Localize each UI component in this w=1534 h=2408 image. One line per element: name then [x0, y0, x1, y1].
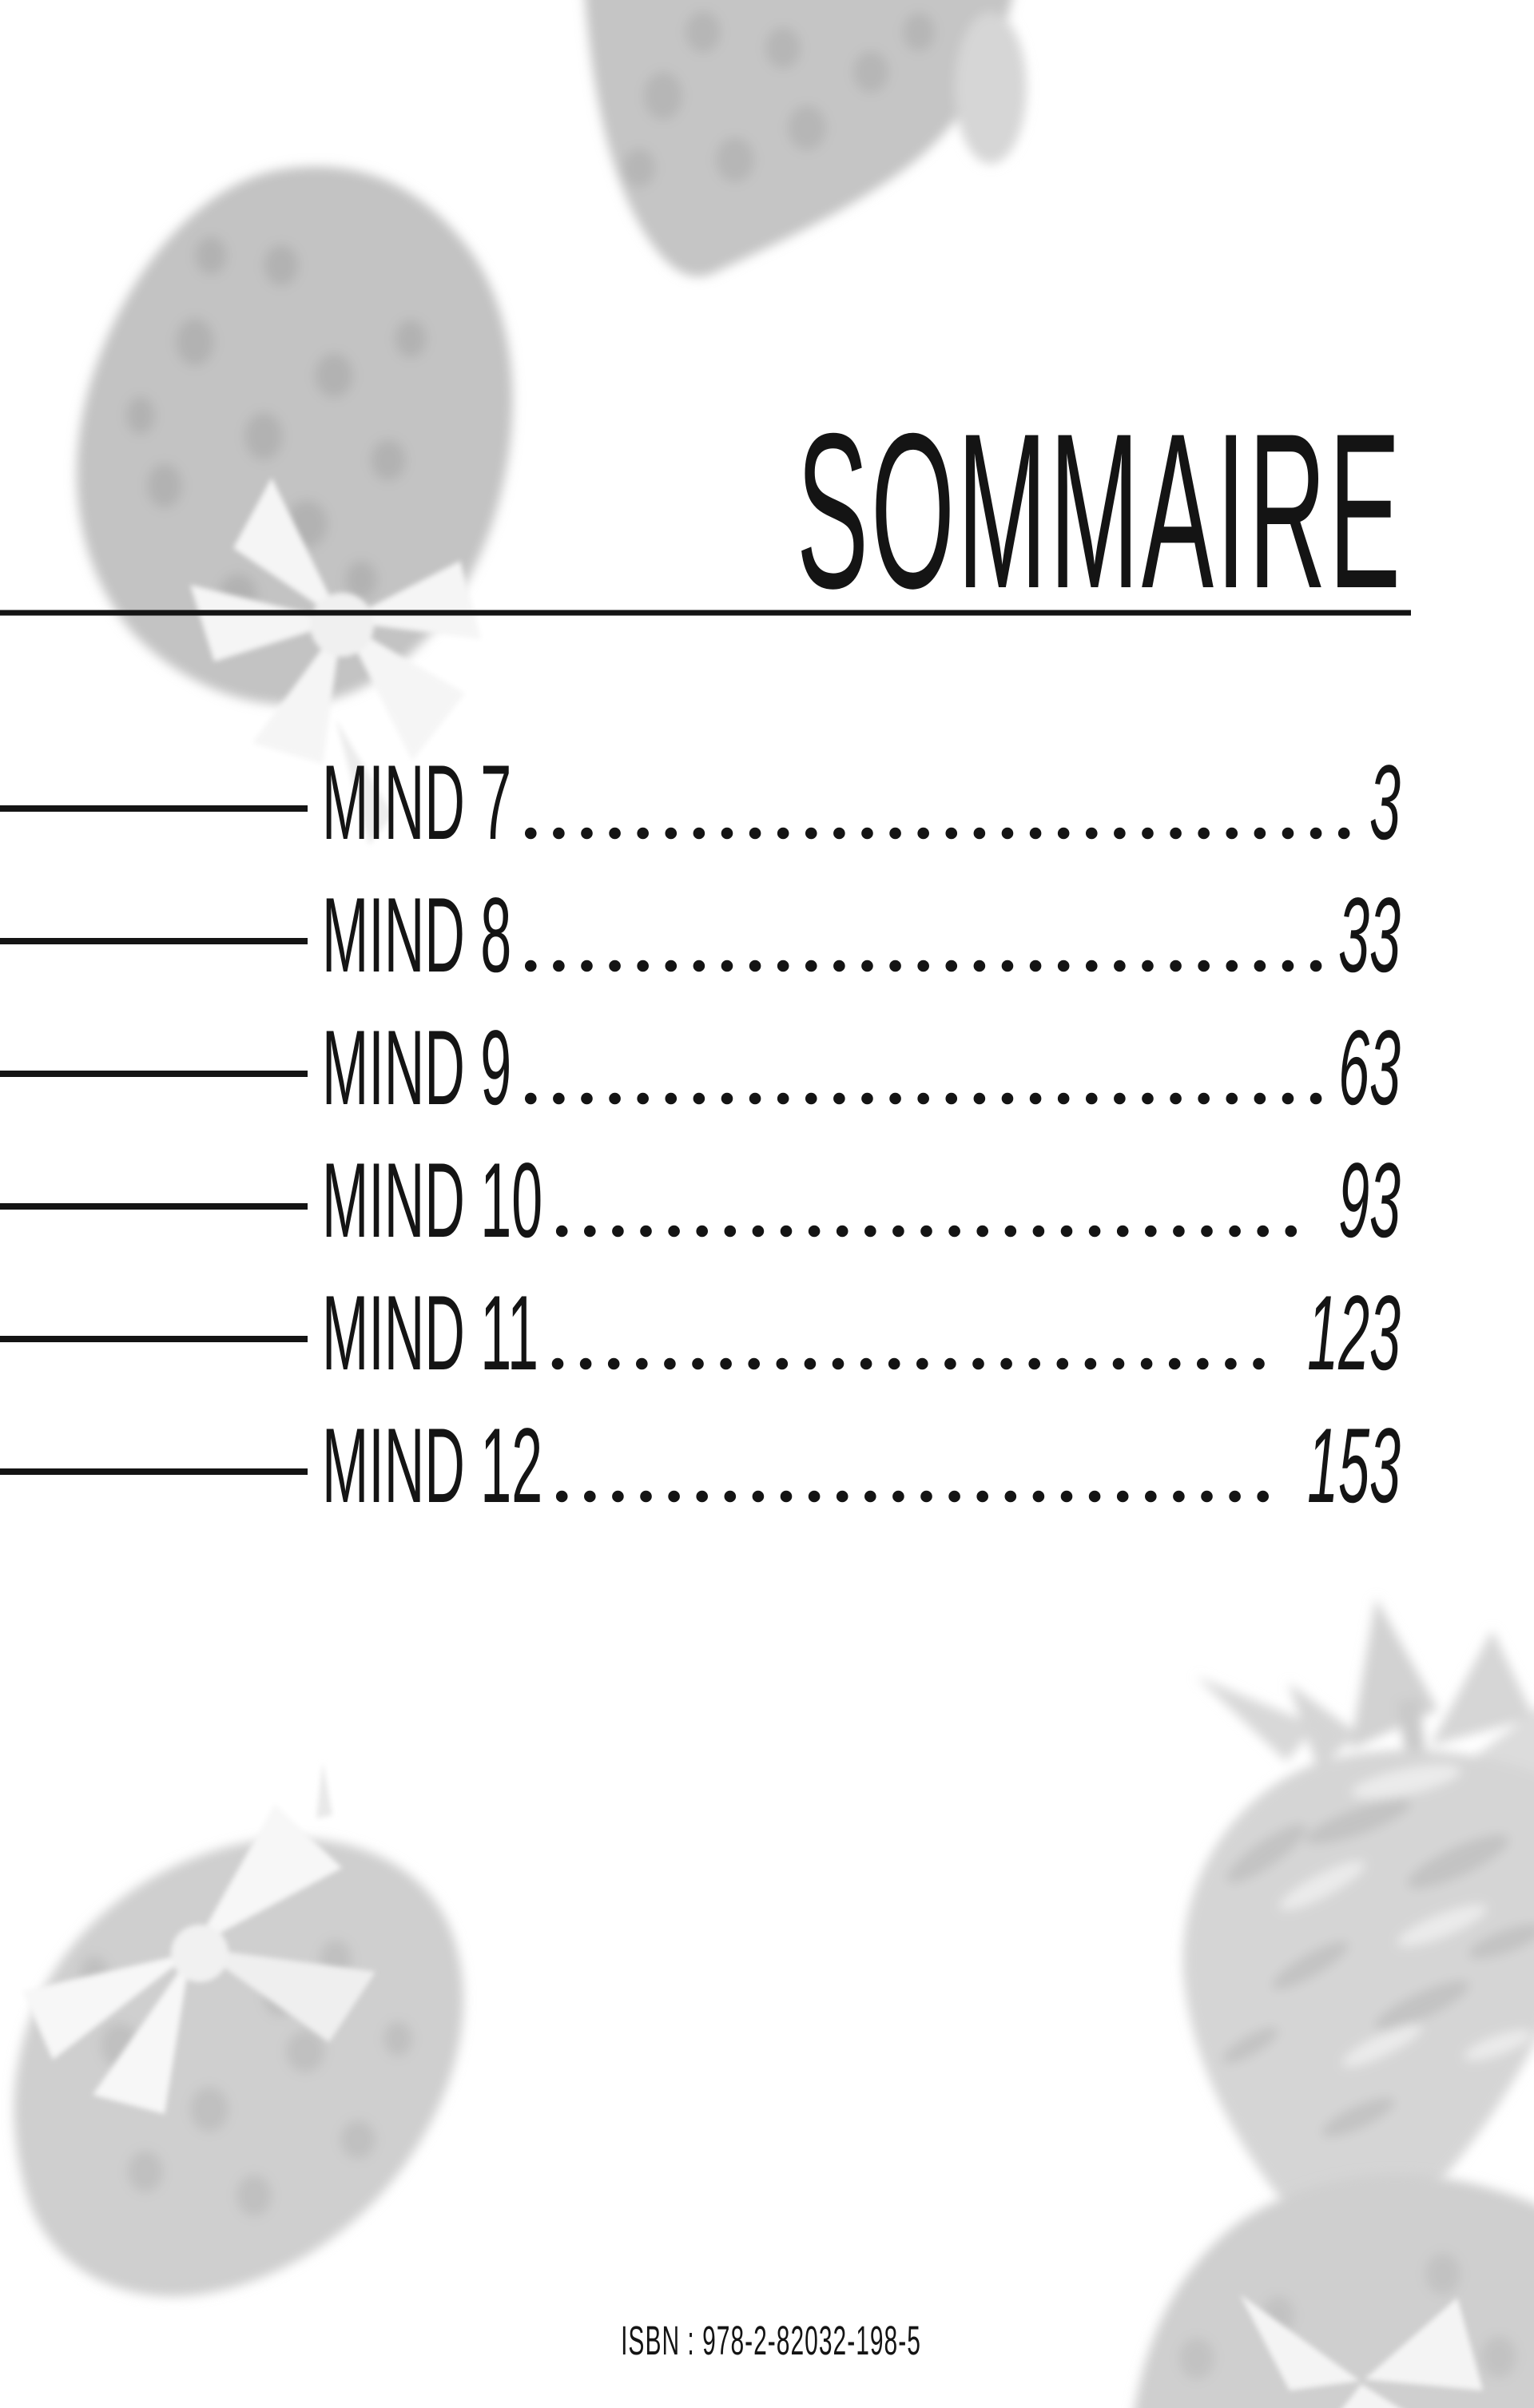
- toc-entry-label: MIND 12: [322, 1405, 543, 1525]
- toc-entry-page-number: 63: [1338, 1007, 1401, 1127]
- toc-row: [0, 1274, 1401, 1393]
- toc-entry-label: MIND 11: [322, 1273, 538, 1393]
- toc-row: [0, 1141, 1401, 1260]
- toc-entry-label: MIND 10: [322, 1140, 543, 1260]
- toc-row: [0, 1008, 1401, 1127]
- toc-entry-label: MIND 8: [322, 875, 512, 995]
- toc-entry-page-number: 93: [1338, 1140, 1401, 1260]
- toc-entry-page-number: 3: [1369, 742, 1401, 862]
- toc-entry-page-number: 33: [1338, 875, 1401, 995]
- toc-entry-label: MIND 9: [322, 1007, 512, 1127]
- page-title: SOMMAIRE: [796, 387, 1403, 635]
- toc-entry-label: MIND 7: [322, 742, 512, 862]
- toc-row: [0, 876, 1401, 995]
- toc-list: [0, 743, 1401, 1525]
- strawberry-top-middle-illustration: [583, 0, 1027, 276]
- toc-entry-page-number: 153: [1307, 1405, 1401, 1525]
- toc-row: [0, 743, 1401, 862]
- toc-row: [0, 1406, 1401, 1525]
- toc-entry-page-number: 123: [1307, 1273, 1401, 1393]
- isbn-text: ISBN : 978-2-82032-198-5: [621, 2317, 921, 2363]
- strawberry-bottom-right-illustration: [1183, 1598, 1534, 2252]
